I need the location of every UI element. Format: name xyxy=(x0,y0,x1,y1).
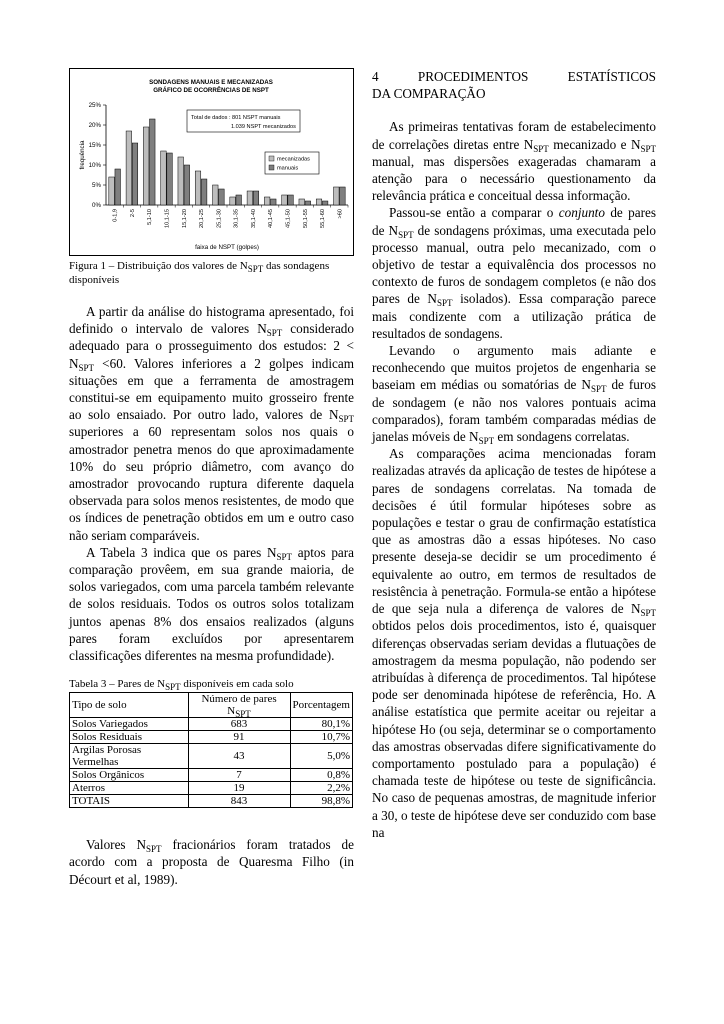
paragraph-fractional-values: Valores $N_{SPT}$ fracionários foram tratados de acordo com a proposta de Quaresma Filho (in Décourt et al, 1989). xyxy=(69,837,355,887)
x-tick-label: 30,1-35 xyxy=(233,209,240,228)
table-row xyxy=(70,769,353,782)
heading-word: ESTATÍSTICOS xyxy=(567,69,656,84)
x-axis-label: faixa de NSPT (golpes) xyxy=(195,244,259,251)
bar-manuais xyxy=(219,189,225,205)
bar-manuais xyxy=(201,179,207,205)
y-tick-label: 25% xyxy=(88,102,101,110)
bar-mecanizadas xyxy=(282,195,288,205)
table-row xyxy=(70,731,353,744)
y-tick-label: 10% xyxy=(88,162,101,170)
heading-line-2: DA COMPARAÇÃO xyxy=(372,86,486,102)
x-tick-label: 50,1-55 xyxy=(302,209,309,228)
bar-mecanizadas xyxy=(143,127,149,205)
y-tick-label: 20% xyxy=(88,122,101,130)
table-cell: 80,1% xyxy=(290,718,352,731)
figure-caption: Figura 1 – Distribuição dos valores de $N_{SPT}$ das sondagens disponíveis xyxy=(69,260,330,286)
table-header: Número de pares $N_{SPT}$ xyxy=(188,693,290,718)
x-tick-label: 35,1-40 xyxy=(250,209,257,228)
bar-manuais xyxy=(271,199,277,205)
bar-mecanizadas xyxy=(161,151,167,205)
table-cell: 19 xyxy=(188,782,290,795)
table-header-row xyxy=(70,693,353,718)
table-row xyxy=(70,718,353,731)
bar-manuais xyxy=(305,201,311,205)
table-cell: 843 xyxy=(188,795,290,808)
table-row xyxy=(70,744,353,769)
legend-swatch-mecanizadas xyxy=(269,156,274,161)
table-cell: 683 xyxy=(188,718,290,731)
pairs-table xyxy=(69,692,353,808)
x-tick-label: 25,1-30 xyxy=(216,209,223,228)
right-column xyxy=(372,68,656,841)
bar-mecanizadas xyxy=(195,171,201,205)
paragraph-first-attempts: As primeiras tentativas foram de estabelecimento de correlações diretas entre $N_{SPT}$ mecanizado e $N_{SPT}$ manual, mas dispersões exageradas chamaram a atenção para o necessário questionamento da relevância prática e conceitual dessa informação. xyxy=(372,119,656,204)
y-tick-label: 5% xyxy=(92,182,101,190)
table-header: Tipo de solo xyxy=(70,693,189,718)
bar-manuais xyxy=(322,201,328,205)
x-tick-label: 40,1-45 xyxy=(268,209,275,228)
histogram-chart xyxy=(70,69,353,255)
bar-mecanizadas xyxy=(178,157,184,205)
table-cell: 7 xyxy=(188,769,290,782)
table-cell: Solos Orgânicos xyxy=(70,769,189,782)
paragraph-moving-windows: Levando o argumento mais adiante e reconhecendo que muitos projetos de engenharia se baseiam em médias ou somatórias de $N_{SPT}$ de furos de sondagem (e não nos valores pontuais acima comparados), foram também comparadas médias de janelas móveis de $N_{SPT}$ em sondagens correlatas. xyxy=(372,343,656,447)
bar-mecanizadas xyxy=(230,197,236,205)
table-cell: Argilas Porosas Vermelhas xyxy=(70,744,189,769)
x-tick-label: 2-5 xyxy=(129,209,136,218)
bar-manuais xyxy=(340,187,346,205)
section-heading xyxy=(372,68,656,102)
heading-word: PROCEDIMENTOS xyxy=(417,69,529,84)
x-tick-label: 10,1-15 xyxy=(164,209,171,228)
x-tick-label: 45,1-50 xyxy=(285,209,292,228)
y-tick-label: 0% xyxy=(92,202,101,210)
table-caption: Tabela 3 – Pares de $N_{SPT}$ disponíveis em cada solo xyxy=(69,678,294,693)
bar-mecanizadas xyxy=(109,177,115,205)
bar-mecanizadas xyxy=(299,199,305,205)
bar-mecanizadas xyxy=(334,187,340,205)
bar-manuais xyxy=(288,195,294,205)
legend-label-manuais: manuais xyxy=(277,165,299,172)
table-cell: Aterros xyxy=(70,782,189,795)
x-tick-label: >60 xyxy=(337,209,344,219)
x-tick-label: 55,1-60 xyxy=(320,208,327,228)
bar-manuais xyxy=(236,195,242,205)
y-tick-label: 15% xyxy=(88,142,101,150)
bar-mecanizadas xyxy=(316,199,322,205)
bar-mecanizadas xyxy=(126,131,132,205)
table-cell: 5,0% xyxy=(290,744,352,769)
section-number: 4 xyxy=(372,69,379,84)
bar-manuais xyxy=(184,165,190,205)
bar-mecanizadas xyxy=(247,191,253,205)
chart-subtitle: GRÁFICO DE OCORRÊNCIAS DE NSPT xyxy=(153,87,269,94)
annotation-text: 1.039 NSPT mecanizados xyxy=(231,124,296,130)
table-cell: Solos Variegados xyxy=(70,718,189,731)
table-cell: 43 xyxy=(188,744,290,769)
paragraph-histogram-analysis: A partir da análise do histograma apresentado, foi definido o intervalo de valores $N_{SPT}$ considerado adequado para o prosseguimento dos estudos: $2 < N_{SPT} <60$. Valores inferiores a 2 golpes indicam situações em que a ferramenta de amostragem constitui-se em equipamento muito grosseiro frente ao solo ensaiado. Por outro lado, valores de $N_{SPT}$ superiores a 60 representam solos nos quais o amostrador penetra menos do que aproximadamente 10% do seu próprio diâmetro, com avanço do amostrador provocando ruptura diferente daquela observada para solos menos resistentes, de modo que os índices de penetração obtidos em um e outro caso não seriam comparáveis. xyxy=(69,304,354,543)
table-cell: 2,2% xyxy=(290,782,352,795)
paragraph-hypothesis-tests: As comparações acima mencionadas foram realizadas através da aplicação de testes de hipótese a pares de sondagens correlatas. Na tomada de decisões é útil formular hipóteses sobre as populações e testar o grau de confirmação estatística que as amostras dão a essas hipóteses. No caso presente deseja-se decidir se um procedimento é equivalente ao outro, em termos de resultados de resistência à penetração. Formula-se então a hipótese de que seja nula a diferença de valores de $N_{SPT}$ obtidos pelos dois procedimentos, isto é, quaisquer diferenças observadas seriam devidas a flutuações de amostragem da mesma população, não podendo ser atribuídas à diferença de procedimentos. Tal hipótese pode ser denominada hipótese de referência, Ho. A análise estatística que permite aceitar ou rejeitar a hipótese Ho (ou seja, determinar se o comportamento das amostras observadas difere significativamente do comportamento postulado para a população) é chamada teste de hipótese ou teste de significância. No caso de pequenas amostras, de magnitude inferior a 30, o teste de hipótese deve ser conduzido com base na xyxy=(372,446,656,840)
legend-swatch-manuais xyxy=(269,165,274,170)
left-column xyxy=(69,68,354,888)
x-tick-label: 20,1-25 xyxy=(199,209,206,228)
bar-manuais xyxy=(167,153,173,205)
table-row xyxy=(70,795,353,808)
x-tick-label: 0-1,9 xyxy=(112,209,119,222)
bar-manuais xyxy=(253,191,259,205)
bar-manuais xyxy=(150,119,156,205)
table-row xyxy=(70,782,353,795)
x-tick-label: 15,1-20 xyxy=(181,209,188,228)
bar-mecanizadas xyxy=(213,185,219,205)
table-cell: 10,7% xyxy=(290,731,352,744)
paragraph-table-intro: A Tabela 3 indica que os pares $N_{SPT}$ aptos para comparação provêem, em sua grande maioria, de solos variegados, com uma parcela também relevante de solos residuais. Todos os outros solos totalizam juntos apenas 8% dos ensaios realizados (alguns pares foram excluídos por apresentarem classificações diferentes na mesma profundidade). xyxy=(69,544,355,664)
chart-title: SONDAGENS MANUAIS E MECANIZADAS xyxy=(149,79,273,86)
paragraph-set-comparison: Passou-se então a comparar o conjunto de pares de $N_{SPT}$ de sondagens próximas, uma executada pelo processo manual, outra pelo mecanizado, com o objetivo de testar a equivalência dos processos no contexto de furos de sondagem completos (e não dos pares de $N_{SPT}$ isolados). Essa comparação parece mais condizente com a utilização prática de resultados de sondagens. xyxy=(372,205,657,341)
annotation-text: Total de dados : 801 NSPT manuais xyxy=(191,115,281,121)
table-cell: 91 xyxy=(188,731,290,744)
bar-manuais xyxy=(132,143,138,205)
legend-label-mecanizadas: mecanizadas xyxy=(277,156,310,163)
table-cell: Solos Residuais xyxy=(70,731,189,744)
table-cell: TOTAIS xyxy=(70,795,189,808)
bar-manuais xyxy=(115,169,121,205)
x-tick-label: 5,1-10 xyxy=(147,209,154,225)
table-cell: 0,8% xyxy=(290,769,352,782)
bar-mecanizadas xyxy=(264,197,270,205)
table-header: Porcentagem xyxy=(290,693,352,718)
figure-histogram xyxy=(69,68,354,256)
y-axis-label: frequência xyxy=(79,140,86,170)
table-cell: 98,8% xyxy=(290,795,352,808)
